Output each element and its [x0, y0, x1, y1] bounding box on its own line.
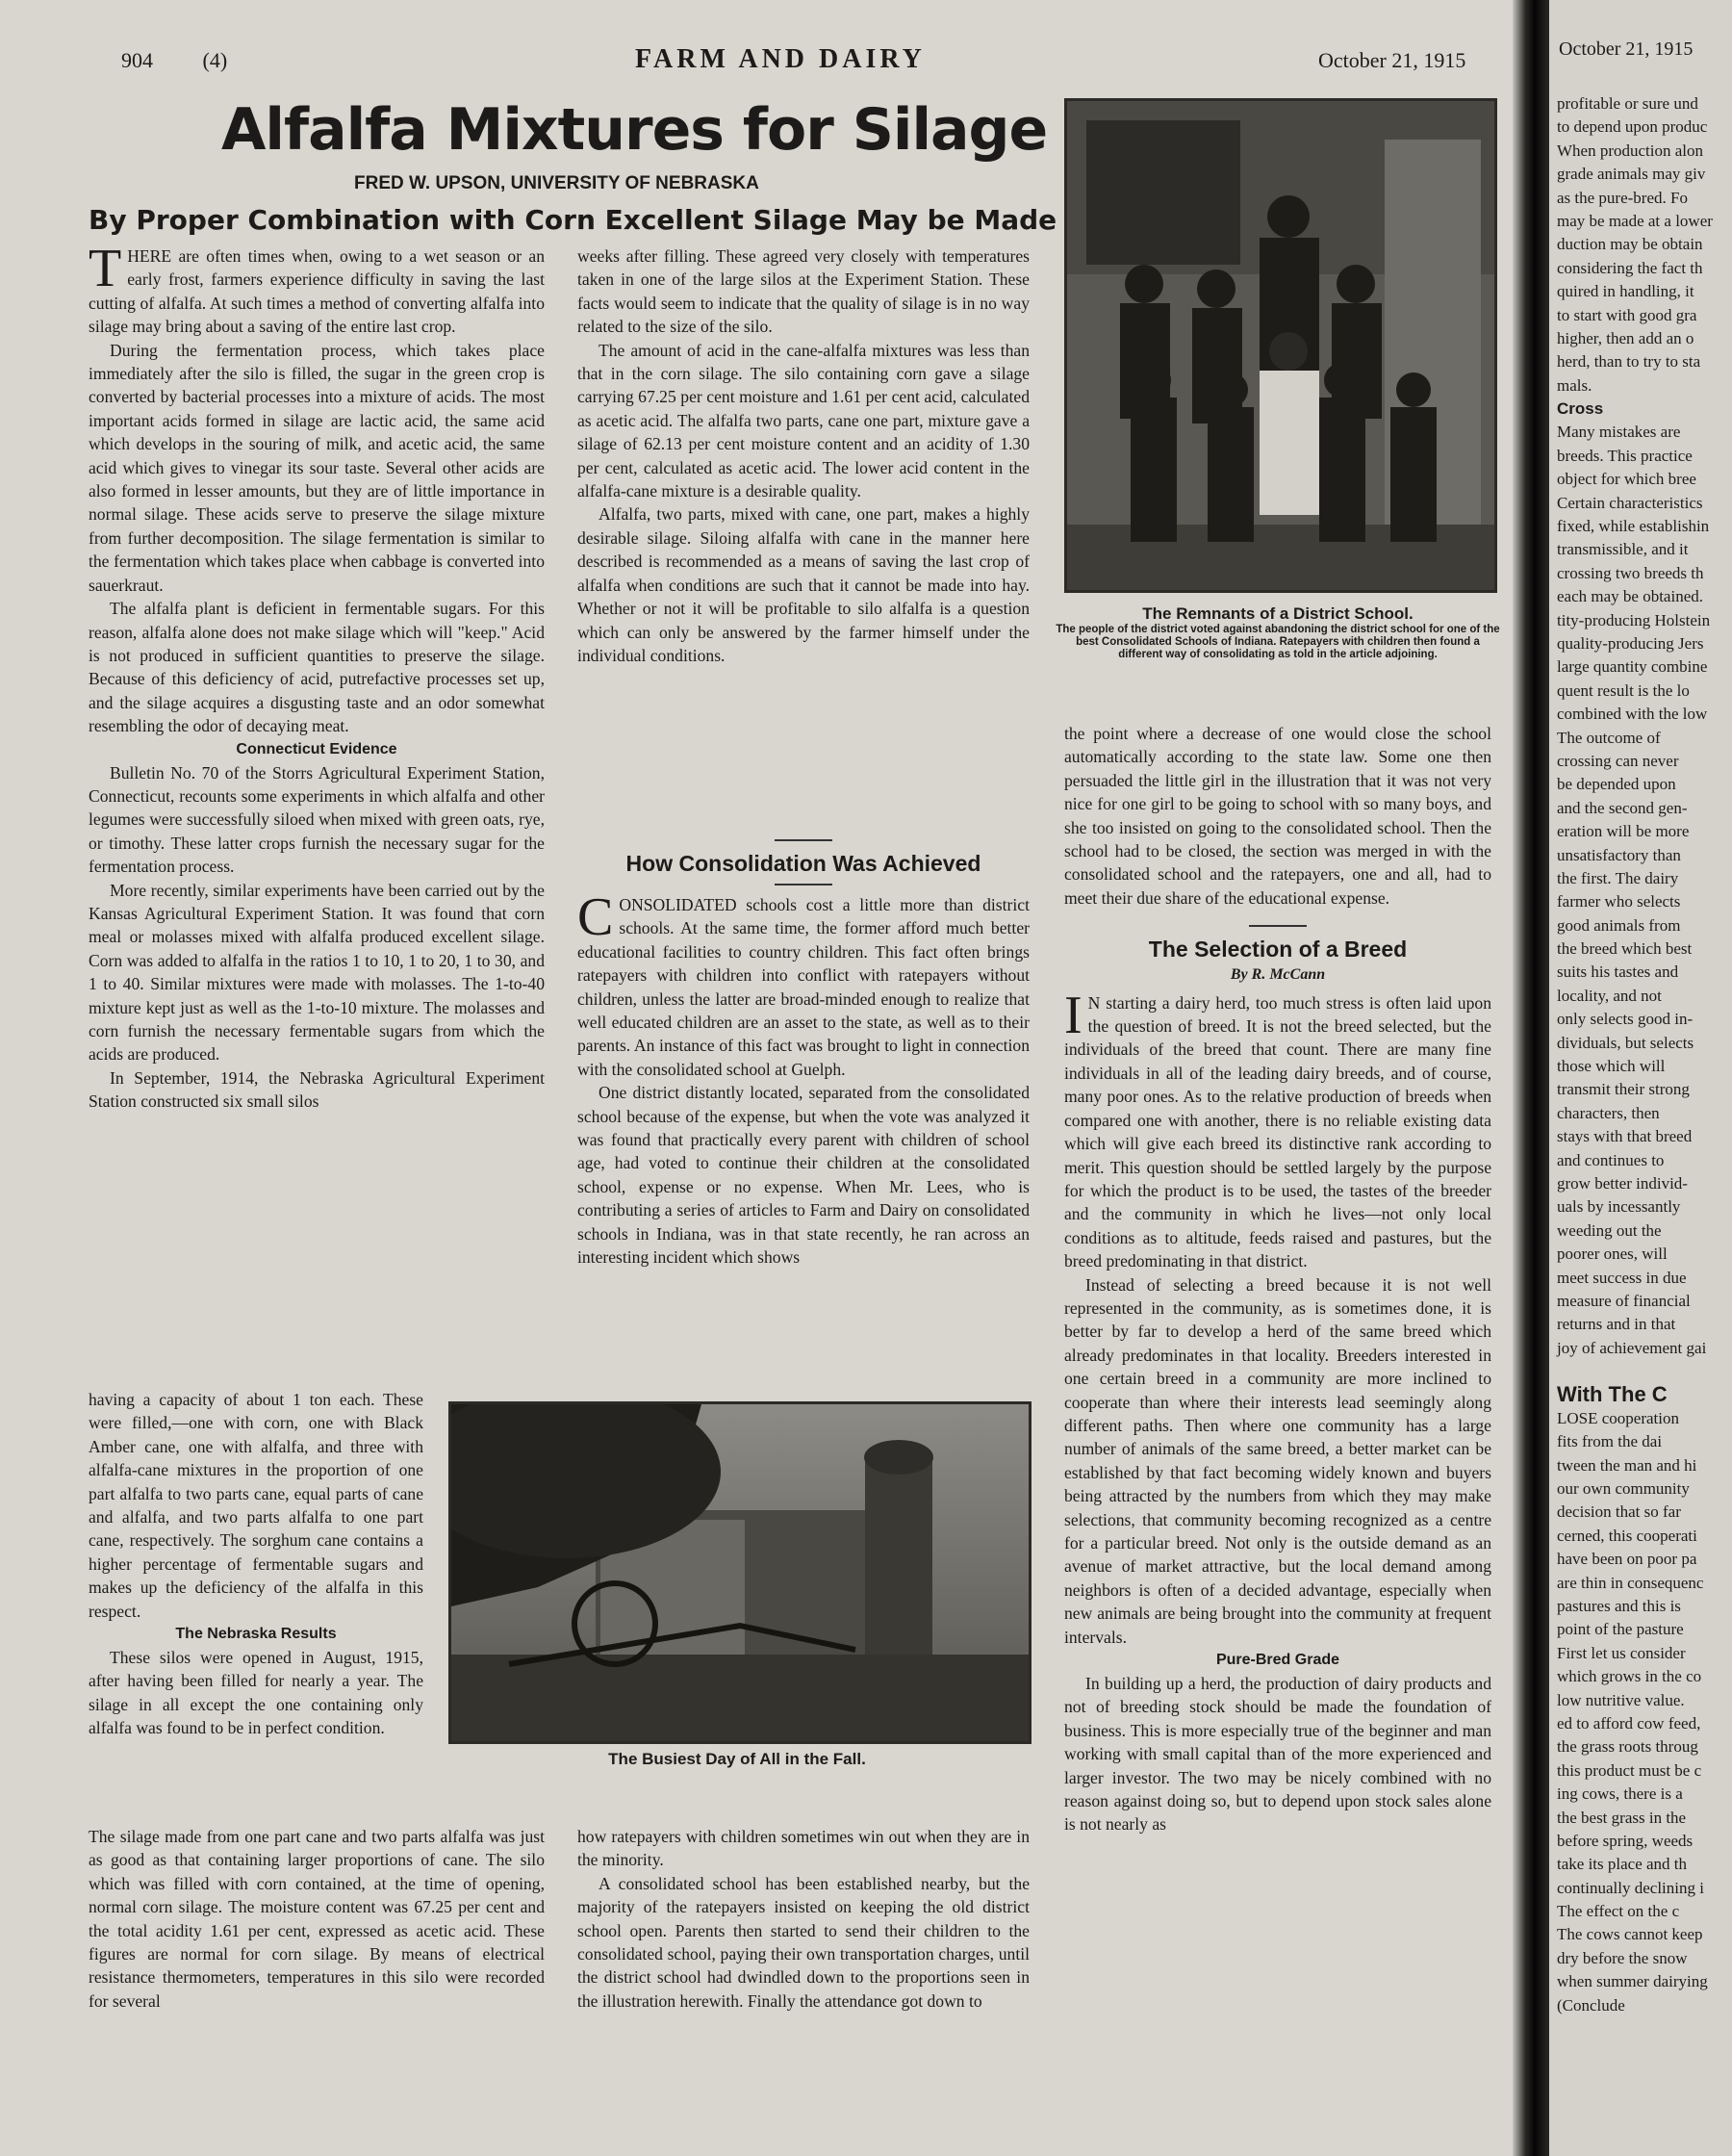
drop-cap: C	[577, 887, 614, 947]
facing-page-line: duction may be obtain	[1557, 235, 1703, 254]
facing-page-line: when summer dairying	[1557, 1972, 1708, 1991]
article-paragraph: One district distantly located, separated from the consolidated school because of the expense, but when the vote was analyzed it was found that practically every parent with children of school age, had voted to continue their children at the consolidated school, expense or no expense. When Mr. Lees, who is contributing a series of articles to Farm and Dairy on consolidated schools in Indiana, was in that state recently, he ran across an interesting incident which shows	[577, 1083, 1030, 1268]
facing-page-line: locality, and not	[1557, 986, 1662, 1005]
article-paragraph: Instead of selecting a breed because it is not well represented in the community, as is sometimes done, it is better by far to develop a herd of the same breed which already predominates in that locality. Breeders interested in one certain breed in a community are more inclined to cooperate than where their interests lead seemingly along different paths. Then where one community has a large number of animals of the same breed, a better market can be established by that fact becoming widely known and buyers being attracted by the numbers from which they may make selections, that community becoming recognized as a centre for a particular breed. Not only is the outside demand as an avenue of market attractive, but the local demand among neighbors is often of a decided advantage, especially when new animals are being brought into the community at frequent intervals.	[1064, 1274, 1491, 1647]
article-paragraph: More recently, similar experiments have been carried out by the Kansas Agricultural Experiment Station. It was found that corn meal or molasses mixed with alfalfa produced excellent silage. Corn was added to alfalfa in the ratios 1 to 10, 1 to 20, 1 to 30, and 1 to 40. Similar mixtures were made with molasses. The 1-to-40 mixture kept just as well as the 1-to-10 mixture. The molasses and corn furnish the necessary fermentable sugars from which the acids are produced.	[89, 880, 545, 1065]
facing-page-line: The effect on the c	[1557, 1902, 1680, 1921]
facing-page-line: transmissible, and it	[1557, 540, 1689, 559]
facing-page-line: pastures and this is	[1557, 1597, 1681, 1615]
drop-cap: I	[1064, 985, 1082, 1045]
article-paragraph: These silos were opened in August, 1915, after having been filled for nearly a year. The silage in all except the one containing only alfalfa was found to be in perfect condition.	[89, 1648, 423, 1738]
article-byline: FRED W. UPSON, UNIVERSITY OF NEBRASKA	[354, 173, 759, 193]
facing-page-line: quired in handling, it	[1557, 282, 1694, 301]
consolidation-article-cont	[577, 1825, 1030, 2013]
facing-page-line: tity-producing Holstein	[1557, 610, 1711, 629]
facing-page-line: only selects good in-	[1557, 1010, 1694, 1029]
facing-page-line: have been on poor pa	[1557, 1550, 1697, 1569]
article-paragraph: During the fermentation process, which takes place immediately after the silo is filled, the sugar in the green crop is converted by bacterial processes into a mixture of acids. The most important acids formed in silage are lactic acid, the same acid which develops in the souring of milk, and acetic acid, the same acid which gives to vinegar its sour taste. Several other acids are also formed in lesser amounts, but they are of little importance in normal silage. These acids serve to preserve the silage mixture from further decomposition. The silage fermentation is similar to the fermentation which takes place when cabbage is converted into sauerkraut.	[89, 340, 545, 595]
facing-page	[1549, 0, 1732, 2156]
consolidation-article	[577, 834, 1030, 1270]
section-rule	[775, 839, 832, 841]
article-paragraph: A consolidated school has been established nearby, but the majority of the ratepayers insisted on keeping the old district school open. Parents then started to send their children to the consolidated school, paying their own transportation charges, until the district school had dwindled down to the proportions seen in the illustration herewith. Finally the attendance got down to	[577, 1873, 1030, 2011]
facing-page-line: and the second gen-	[1557, 798, 1688, 817]
facing-page-line: uals by incessantly	[1557, 1197, 1681, 1217]
facing-page-line: measure of financial	[1557, 1291, 1691, 1310]
facing-page-line: combined with the low	[1557, 705, 1708, 724]
facing-page-line: farmer who selects	[1557, 892, 1681, 911]
facing-page-column	[1557, 92, 1713, 2017]
article-column-1	[89, 239, 545, 1114]
article-paragraph: Bulletin No. 70 of the Storrs Agricultural Experiment Station, Connecticut, recounts some experiments in which alfalfa and other legumes were successfully siloed when mixed with green oats, rye, or timothy. These latter crops furnish the necessary sugar for the fermentation process.	[89, 762, 545, 877]
farm-photo-caption	[448, 1750, 1026, 1769]
issue-date: October 21, 1915	[1318, 48, 1466, 72]
page-number: 904	[121, 48, 153, 72]
facing-page-line: quent result is the lo	[1557, 680, 1690, 700]
facing-page-line: grade animals may giv	[1557, 165, 1706, 184]
facing-page-line: and continues to	[1557, 1150, 1665, 1169]
facing-page-line: joy of achievement gai	[1557, 1338, 1707, 1357]
facing-page-line: ing cows, there is a	[1557, 1784, 1683, 1804]
facing-page-line: ed to afford cow feed,	[1557, 1713, 1701, 1732]
facing-page-line: mals.	[1557, 375, 1592, 395]
facing-page-line: decision that so far	[1557, 1502, 1681, 1522]
facing-page-line: stays with that breed	[1557, 1127, 1693, 1146]
facing-page-line: before spring, weeds	[1557, 1831, 1694, 1850]
section-rule	[1249, 925, 1307, 927]
book-gutter	[1513, 0, 1549, 2156]
drop-cap: T	[89, 239, 122, 298]
facing-page-line: cerned, this cooperati	[1557, 1526, 1697, 1545]
facing-page-line: breeds. This practice	[1557, 446, 1693, 465]
facing-page-line: quality-producing Jers	[1557, 633, 1704, 653]
publication-name: FARM AND DAIRY	[635, 44, 926, 74]
article-paragraph: In building up a herd, the production of dairy products and not of breeding stock should be made the foundation of business. This is more especially true of the beginner and man working with small capital than of the more experienced and larger investor. The two may be nicely combined with no reason against doing so, but to depend upon stock sales alone is not nearly as	[1064, 1674, 1491, 1835]
article-paragraph: Alfalfa, two parts, mixed with cane, one part, makes a highly desirable silage. Siloing alfalfa with cane in the manner here described is recommended as a means of saving the last crop of alfalfa when conditions are such that it cannot be made into hay. Whether or not it will be profitable to silo alfalfa is a question which can only be answered by the farmer himself under the individual conditions.	[577, 504, 1030, 665]
facing-page-line: fits from the dai	[1557, 1432, 1663, 1451]
facing-page-line: be depended upon	[1557, 775, 1676, 794]
farm-photo	[448, 1401, 1032, 1744]
article-deck: By Proper Combination with Corn Excellent Silage May be Made	[89, 204, 1057, 236]
facing-page-line: the first. The dairy	[1557, 868, 1679, 887]
facing-page-line: higher, then add an o	[1557, 328, 1694, 347]
facing-page-line: as the pure-bred. Fo	[1557, 188, 1688, 207]
district-school-image	[1067, 101, 1494, 590]
facing-page-line: considering the fact th	[1557, 258, 1703, 277]
facing-page-line: returns and in that	[1557, 1315, 1676, 1334]
facing-page-line: continually declining i	[1557, 1878, 1704, 1897]
facing-page-line: this product must be c	[1557, 1760, 1702, 1780]
facing-page-line: take its place and th	[1557, 1855, 1688, 1874]
facing-page-line: (Conclude	[1557, 1995, 1625, 2015]
facing-page-line: transmit their strong	[1557, 1080, 1690, 1099]
article-paragraph: the point where a decrease of one would close the school automatically according to the state law. Some one then persuaded the little girl in the illustration that it was not very nice for one girl to be going to school with so many boys, and she too insisted on going to the consolidated school. Then the school had to be closed, the section was merged in with the consolidated school and the ratepayers, one and all, had to meet their due share of the educational expense.	[1064, 724, 1491, 908]
facing-page-line: When production alon	[1557, 141, 1704, 160]
subheading-connecticut: Connecticut Evidence	[236, 740, 397, 757]
facing-page-line: low nutritive value.	[1557, 1690, 1685, 1709]
facing-page-line: to start with good gra	[1557, 305, 1697, 324]
facing-page-line: grow better individ-	[1557, 1173, 1688, 1193]
article-column-1-narrow	[89, 1388, 423, 1740]
facing-page-line: the breed which best	[1557, 939, 1693, 959]
school-photo-title: The Remnants of a District School.	[1142, 604, 1414, 623]
facing-page-line: which grows in the co	[1557, 1667, 1702, 1686]
facing-page-line: herd, than to try to sta	[1557, 352, 1701, 372]
facing-page-line	[1557, 1360, 1713, 1383]
article-paragraph: how ratepayers with children sometimes win out when they are in the minority.	[577, 1827, 1030, 1870]
article-paragraph: I N starting a dairy herd, too much stress is often laid upon the question of breed. It is not the breed selected, but the individuals of the breed that count. There are many fine individuals in all of the leading dairy breeds, and of course, many poor ones. As to the relative production of breeds when compared one with another, there is no reliable existing data which will give each breed its distinctive rank according to merit. This question should be settled largely by the purpose for which the product is to be used, the tastes of the breeder and the community in which he lives—not only local conditions as to altitude, feeds raised and pastures, but the breed predominating in that district.	[1064, 985, 1491, 1271]
facing-page-line: those which will	[1557, 1057, 1666, 1076]
facing-page-line: dividuals, but selects	[1557, 1033, 1694, 1052]
facing-page-line: Certain characteristics	[1557, 493, 1703, 512]
facing-page-line: LOSE cooperation	[1557, 1408, 1679, 1427]
article-paragraph: having a capacity of about 1 ton each. These were filled,—one with corn, one with Black Amber cane, one with alfalfa, and three with alfalfa-cane mixtures in the proportion of one part alfalfa to two parts cane, equal parts of cane and alfalfa, and two parts alfalfa to one part cane, respectively. The sorghum cane contains a higher percentage of fermentable sugars and makes up the deficiency of the alfalfa in this respect.	[89, 1390, 423, 1621]
article-paragraph: weeks after filling. These agreed very closely with temperatures taken in one of the large silos at the Experiment Station. These facts would seem to indicate that the quality of silage is in no way related to the size of the silo.	[577, 246, 1030, 337]
facing-page-line: crossing can never	[1557, 751, 1679, 770]
breed-heading: The Selection of a Breed	[1148, 937, 1408, 962]
facing-page-line: object for which bree	[1557, 470, 1696, 489]
facing-page-line: our own community	[1557, 1479, 1690, 1499]
facing-page-line: weeding out the	[1557, 1220, 1662, 1240]
facing-page-line: Many mistakes are	[1557, 423, 1681, 442]
school-photo-caption	[1055, 604, 1501, 661]
facing-page-line: meet success in due	[1557, 1268, 1687, 1287]
facing-page-line: poorer ones, will	[1557, 1245, 1668, 1264]
facing-page-line: fixed, while establishin	[1557, 517, 1710, 536]
facing-page-line: With The C	[1557, 1382, 1668, 1407]
facing-page-line: good animals from	[1557, 915, 1681, 935]
facing-page-line: the grass roots throug	[1557, 1737, 1698, 1757]
facing-page-line: profitable or sure und	[1557, 94, 1698, 113]
facing-page-line: each may be obtained.	[1557, 587, 1703, 606]
article-title: Alfalfa Mixtures for Silage	[221, 96, 1048, 164]
facing-page-line: tween the man and hi	[1557, 1455, 1697, 1475]
section-number: (4)	[202, 48, 228, 72]
article-paragraph: CONSOLIDATED schools cost a little more than district schools. At the same time, the former afford much better educational facilities to country children. This fact often brings ratepayers with children into conflict with ratepayers without children, unless the latter are broad-minded enough to realize that well educated children are an asset to the state, as well as to their parents. An instance of this fact was brought to light in connection with the consolidated school at Guelph.	[577, 887, 1030, 1079]
facing-page-line: dry before the snow	[1557, 1948, 1688, 1967]
facing-page-line: characters, then	[1557, 1103, 1660, 1122]
facing-page-line: Cross	[1557, 399, 1604, 419]
article-paragraph: THERE are often times when, owing to a wet season or an early frost, farmers experience difficulty in saving the last cutting of alfalfa. At such times a method of converting alfalfa into silage may bring about a saving of the entire last crop.	[89, 239, 545, 337]
facing-page-line: the best grass in the	[1557, 1808, 1687, 1827]
breed-byline: By R. McCann	[1230, 966, 1326, 984]
article-column-1-bottom	[89, 1825, 545, 2013]
facing-page-line: may be made at a lower	[1557, 211, 1713, 230]
facing-page-line: crossing two breeds th	[1557, 563, 1704, 582]
school-photo-text: The people of the district voted against abandoning the district school for one of the best Consolidated Schools of Indiana. Ratepayers with children then found a different way of consolidating as told in the article adjoining.	[1056, 624, 1500, 660]
article-column-2	[577, 244, 1030, 667]
article-paragraph: The alfalfa plant is deficient in fermentable sugars. For this reason, alfalfa alone does not make silage which will "keep." Acid is not produced in sufficient quantities to preserve the silage. Because of this deficiency of acid, putrefactive processes set up, and the silage acquires a disgusting taste and an odor somewhat resembling the odor of decaying meat.	[89, 599, 545, 736]
facing-page-line: unsatisfactory than	[1557, 845, 1681, 864]
section-rule	[775, 884, 832, 886]
article-paragraph: The amount of acid in the cane-alfalfa mixtures was less than that in the corn silage. The silo containing corn gave a silage carrying 67.25 per cent moisture and 1.61 per cent acid, calculated as acetic acid. The alfalfa two parts, cane one part, mixture gave a silage of 62.13 per cent moisture content and an acidity of 1.30 per cent, calculated as acetic acid. The lower acid content in the alfalfa-cane mixture is a desirable quality.	[577, 340, 1030, 501]
subheading-nebraska: The Nebraska Results	[175, 1626, 337, 1643]
consolidation-heading: How Consolidation Was Achieved	[625, 851, 981, 876]
facing-page-line: First let us consider	[1557, 1643, 1686, 1662]
farm-scene-image	[451, 1404, 1029, 1741]
facing-page-line: The cows cannot keep	[1557, 1925, 1703, 1944]
facing-page-line: eration will be more	[1557, 822, 1690, 841]
facing-page-line: large quantity combine	[1557, 657, 1708, 677]
article-paragraph: In September, 1914, the Nebraska Agricultural Experiment Station constructed six small silos	[89, 1067, 545, 1112]
school-photo	[1064, 98, 1497, 593]
facing-page-line: The outcome of	[1557, 728, 1661, 747]
article-paragraph: The silage made from one part cane and two parts alfalfa was just as good as that containing larger proportions of cane. The silo which was filled with corn contained, at the time of opening, normal corn silage. The moisture content was 67.25 per cent and the total acidity 1.61 per cent, expressed as acetic acid. These figures are normal for corn silage. By means of electrical resistance thermometers, temperatures in this silo were recorded for several	[89, 1827, 545, 2011]
farm-photo-title: The Busiest Day of All in the Fall.	[608, 1750, 866, 1768]
subheading-purebred-grade: Pure-Bred Grade	[1215, 1652, 1340, 1669]
facing-page-line: are thin in consequenc	[1557, 1573, 1704, 1592]
facing-page-line: to depend upon produc	[1557, 117, 1708, 137]
facing-page-date: October 21, 1915	[1559, 38, 1694, 60]
facing-page-line: suits his tastes and	[1557, 962, 1679, 982]
facing-page-line: point of the pasture	[1557, 1620, 1684, 1639]
page-header-left	[121, 48, 271, 73]
article-column-3	[1064, 722, 1491, 1836]
